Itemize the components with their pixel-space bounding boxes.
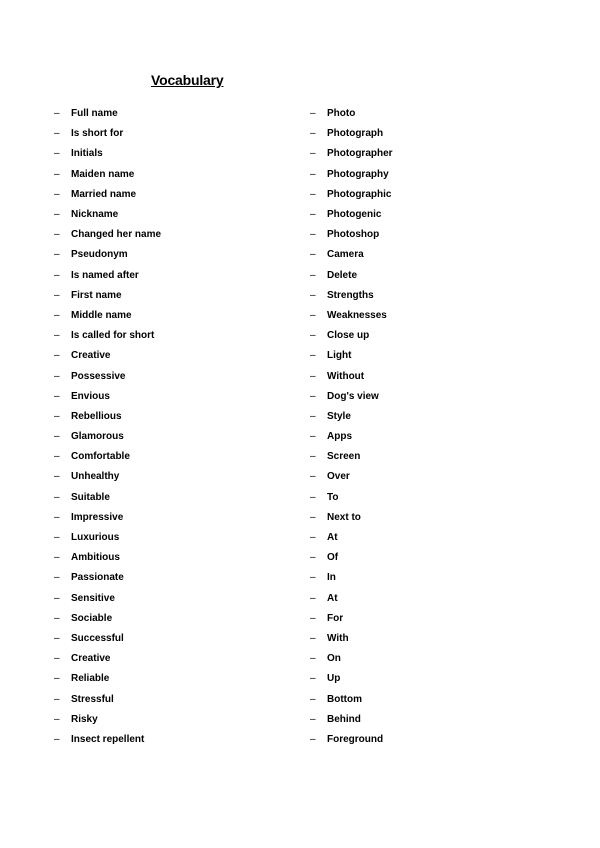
vocabulary-item (54, 144, 161, 164)
vocabulary-word: Sensitive (71, 592, 115, 604)
bullet-dash: – (310, 612, 316, 624)
bullet-dash: – (54, 612, 60, 624)
vocabulary-item (310, 467, 393, 487)
vocabulary-item (310, 266, 393, 286)
bullet-dash: – (310, 653, 316, 665)
vocabulary-word: Married name (71, 188, 137, 200)
vocabulary-word: Envious (71, 390, 110, 402)
vocabulary-item (310, 609, 393, 629)
page-title: Vocabulary (151, 72, 224, 88)
bullet-dash: – (54, 532, 60, 544)
bullet-dash: – (54, 390, 60, 402)
vocabulary-item (310, 144, 393, 164)
vocabulary-word: Changed her name (71, 229, 162, 241)
vocabulary-item (54, 589, 161, 609)
bullet-dash: – (310, 431, 316, 443)
vocabulary-item (310, 447, 393, 467)
bullet-dash: – (54, 309, 60, 321)
vocabulary-item (54, 528, 161, 548)
vocabulary-item (310, 710, 393, 730)
bullet-dash: – (310, 491, 316, 503)
vocabulary-word: At (327, 592, 338, 604)
vocabulary-item (54, 245, 161, 265)
vocabulary-list-left (54, 104, 161, 750)
vocabulary-item (54, 306, 161, 326)
bullet-dash: – (54, 552, 60, 564)
vocabulary-item (54, 568, 161, 588)
vocabulary-word: Behind (327, 713, 361, 725)
vocabulary-item (310, 548, 393, 568)
vocabulary-item (54, 669, 161, 689)
vocabulary-word: Photo (327, 108, 356, 120)
bullet-dash: – (310, 592, 316, 604)
vocabulary-word: Passionate (71, 572, 124, 584)
vocabulary-word: Full name (71, 108, 118, 120)
bullet-dash: – (310, 370, 316, 382)
vocabulary-item (54, 467, 161, 487)
bullet-dash: – (310, 552, 316, 564)
bullet-dash: – (54, 209, 60, 221)
vocabulary-word: Up (327, 673, 341, 685)
vocabulary-item (54, 185, 161, 205)
vocabulary-word: In (327, 572, 336, 584)
vocabulary-item (310, 649, 393, 669)
vocabulary-item (54, 407, 161, 427)
bullet-dash: – (310, 148, 316, 160)
vocabulary-word: Initials (71, 148, 103, 160)
vocabulary-word: Reliable (71, 673, 110, 685)
vocabulary-item (310, 730, 393, 750)
vocabulary-item (310, 326, 393, 346)
vocabulary-item (310, 124, 393, 144)
bullet-dash: – (310, 471, 316, 483)
vocabulary-item (54, 710, 161, 730)
bullet-dash: – (310, 188, 316, 200)
bullet-dash: – (310, 693, 316, 705)
bullet-dash: – (310, 532, 316, 544)
bullet-dash: – (310, 269, 316, 281)
vocabulary-word: Photography (327, 168, 389, 180)
bullet-dash: – (54, 733, 60, 745)
vocabulary-word: Insect repellent (71, 733, 145, 745)
bullet-dash: – (54, 350, 60, 362)
bullet-dash: – (54, 108, 60, 120)
vocabulary-word: Photogenic (327, 209, 382, 221)
vocabulary-item (310, 589, 393, 609)
bullet-dash: – (54, 370, 60, 382)
vocabulary-item (54, 609, 161, 629)
vocabulary-item (310, 528, 393, 548)
bullet-dash: – (54, 148, 60, 160)
vocabulary-item (54, 326, 161, 346)
vocabulary-list-right (310, 104, 393, 750)
bullet-dash: – (54, 229, 60, 241)
bullet-dash: – (54, 673, 60, 685)
vocabulary-item (310, 689, 393, 709)
bullet-dash: – (54, 572, 60, 584)
bullet-dash: – (54, 410, 60, 422)
vocabulary-word: Glamorous (71, 431, 124, 443)
vocabulary-item (310, 346, 393, 366)
vocabulary-item (54, 346, 161, 366)
vocabulary-item (310, 488, 393, 508)
vocabulary-item (54, 730, 161, 750)
vocabulary-word: Strengths (327, 289, 374, 301)
vocabulary-word: To (327, 491, 339, 503)
vocabulary-word: Camera (327, 249, 364, 261)
vocabulary-item (310, 245, 393, 265)
vocabulary-word: Photographic (327, 188, 392, 200)
vocabulary-word: Weaknesses (327, 309, 387, 321)
vocabulary-word: Successful (71, 632, 124, 644)
vocabulary-word: Creative (71, 350, 111, 362)
bullet-dash: – (54, 693, 60, 705)
vocabulary-item (54, 689, 161, 709)
vocabulary-item (310, 306, 393, 326)
vocabulary-item (54, 165, 161, 185)
vocabulary-item (310, 225, 393, 245)
vocabulary-item (54, 548, 161, 568)
vocabulary-item (54, 508, 161, 528)
bullet-dash: – (310, 713, 316, 725)
bullet-dash: – (310, 309, 316, 321)
vocabulary-word: Of (327, 552, 339, 564)
vocabulary-word: Next to (327, 511, 361, 523)
bullet-dash: – (310, 330, 316, 342)
vocabulary-item (310, 165, 393, 185)
vocabulary-word: Light (327, 350, 352, 362)
bullet-dash: – (54, 653, 60, 665)
bullet-dash: – (54, 431, 60, 443)
bullet-dash: – (54, 188, 60, 200)
bullet-dash: – (54, 128, 60, 140)
vocabulary-item (310, 427, 393, 447)
bullet-dash: – (310, 410, 316, 422)
bullet-dash: – (310, 673, 316, 685)
vocabulary-word: Rebellious (71, 410, 122, 422)
vocabulary-word: Suitable (71, 491, 110, 503)
vocabulary-word: Luxurious (71, 532, 120, 544)
vocabulary-item (310, 629, 393, 649)
vocabulary-word: Maiden name (71, 168, 135, 180)
bullet-dash: – (310, 229, 316, 241)
vocabulary-word: Ambitious (71, 552, 120, 564)
vocabulary-item (54, 266, 161, 286)
bullet-dash: – (310, 733, 316, 745)
vocabulary-item (310, 387, 393, 407)
vocabulary-word: Without (327, 370, 365, 382)
vocabulary-item (54, 447, 161, 467)
bullet-dash: – (54, 592, 60, 604)
vocabulary-item (54, 366, 161, 386)
vocabulary-item (310, 205, 393, 225)
vocabulary-word: Impressive (71, 511, 124, 523)
bullet-dash: – (310, 511, 316, 523)
bullet-dash: – (310, 572, 316, 584)
vocabulary-word: Is short for (71, 128, 124, 140)
vocabulary-item (54, 488, 161, 508)
vocabulary-item (310, 669, 393, 689)
vocabulary-word: On (327, 653, 341, 665)
bullet-dash: – (310, 350, 316, 362)
vocabulary-word: With (327, 632, 349, 644)
vocabulary-word: Dog's view (327, 390, 379, 402)
vocabulary-item (54, 649, 161, 669)
vocabulary-word: Sociable (71, 612, 113, 624)
vocabulary-word: Creative (71, 653, 111, 665)
bullet-dash: – (310, 209, 316, 221)
vocabulary-item (54, 427, 161, 447)
bullet-dash: – (54, 511, 60, 523)
vocabulary-word: Apps (327, 431, 352, 443)
vocabulary-item (54, 124, 161, 144)
vocabulary-item (54, 387, 161, 407)
vocabulary-word: Screen (327, 451, 361, 463)
bullet-dash: – (54, 168, 60, 180)
vocabulary-word: Over (327, 471, 350, 483)
vocabulary-item (310, 286, 393, 306)
vocabulary-word: Photoshop (327, 229, 380, 241)
bullet-dash: – (54, 289, 60, 301)
bullet-dash: – (54, 269, 60, 281)
vocabulary-word: Close up (327, 330, 370, 342)
bullet-dash: – (54, 632, 60, 644)
vocabulary-item (310, 407, 393, 427)
bullet-dash: – (54, 491, 60, 503)
bullet-dash: – (54, 249, 60, 261)
vocabulary-word: Unhealthy (71, 471, 120, 483)
vocabulary-word: Middle name (71, 309, 132, 321)
vocabulary-word: Comfortable (71, 451, 130, 463)
vocabulary-item (310, 185, 393, 205)
vocabulary-word: Photographer (327, 148, 393, 160)
vocabulary-item (54, 225, 161, 245)
bullet-dash: – (310, 249, 316, 261)
bullet-dash: – (310, 289, 316, 301)
bullet-dash: – (54, 330, 60, 342)
vocabulary-word: Photograph (327, 128, 384, 140)
vocabulary-word: At (327, 532, 338, 544)
bullet-dash: – (310, 390, 316, 402)
vocabulary-item (54, 104, 161, 124)
vocabulary-item (310, 508, 393, 528)
vocabulary-word: Foreground (327, 733, 384, 745)
bullet-dash: – (54, 471, 60, 483)
bullet-dash: – (310, 168, 316, 180)
vocabulary-item (54, 629, 161, 649)
vocabulary-word: First name (71, 289, 122, 301)
bullet-dash: – (310, 108, 316, 120)
vocabulary-word: Nickname (71, 209, 119, 221)
vocabulary-item (54, 205, 161, 225)
vocabulary-word: Is named after (71, 269, 139, 281)
vocabulary-item (310, 366, 393, 386)
vocabulary-word: Possessive (71, 370, 126, 382)
vocabulary-item (310, 104, 393, 124)
bullet-dash: – (54, 713, 60, 725)
vocabulary-word: Stressful (71, 693, 114, 705)
vocabulary-word: For (327, 612, 344, 624)
vocabulary-word: Risky (71, 713, 98, 725)
bullet-dash: – (310, 632, 316, 644)
bullet-dash: – (310, 451, 316, 463)
bullet-dash: – (54, 451, 60, 463)
vocabulary-word: Is called for short (71, 330, 155, 342)
vocabulary-item (54, 286, 161, 306)
vocabulary-word: Delete (327, 269, 358, 281)
vocabulary-word: Bottom (327, 693, 362, 705)
bullet-dash: – (310, 128, 316, 140)
vocabulary-item (310, 568, 393, 588)
vocabulary-word: Pseudonym (71, 249, 128, 261)
vocabulary-word: Style (327, 410, 351, 422)
